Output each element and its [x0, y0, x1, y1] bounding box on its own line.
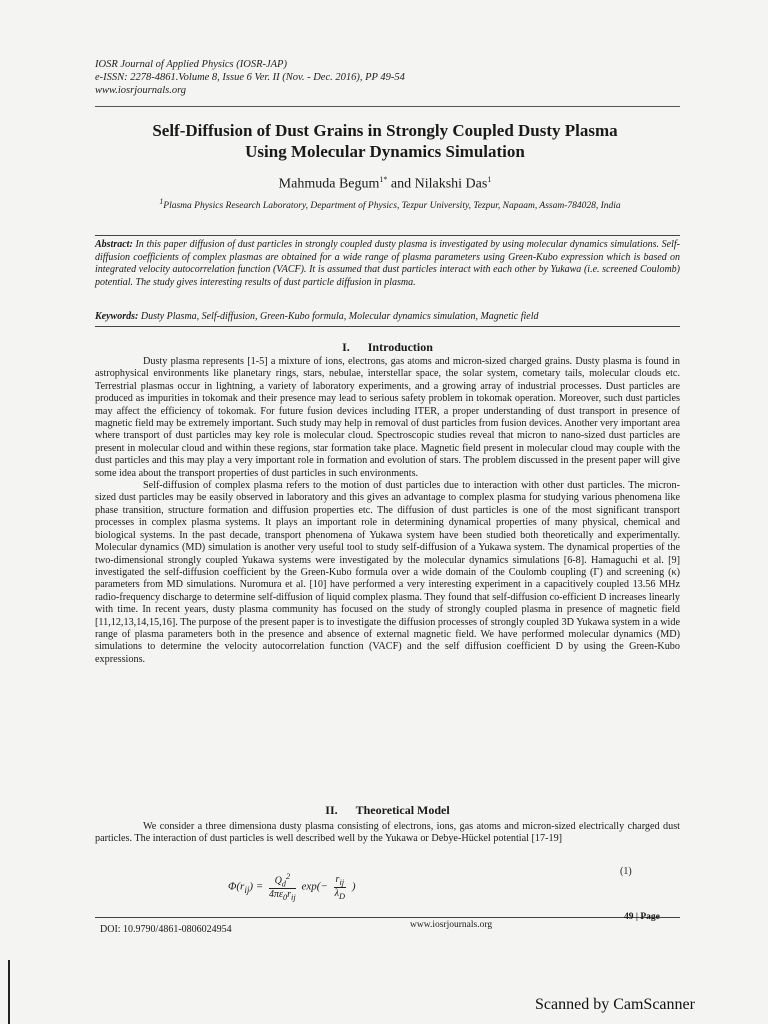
intro-paragraph-1: Dusty plasma represents [1-5] a mixture of ions, electrons, gas atoms and micron-sized charged grains. Dusty plasma is found in astrophysical environments like planetary rings, stars, nebulae, interstellar space, the solar system, cometary tails, molecular clouds etc. Terrestrial plasmas occur in lightning, a variety of laboratory experiments, and a growing array of industrial processes. Dust particles are produced as impurities in tokomak and their presence may lead to serious safety problem in tokomak operation. Moreover, such dust particles may affect the efficiency of tokomak. For future fusion devices including ITER, a proper understanding of dust transport in presence of magnetic field may be extremely important. Such study may help in removal of dust particles from fusion devices. Another very important area where transport of dust particles may key role is molecular cloud. Spectroscopic studies reveal that micron to nano-sized dust particles are present in molecular cloud and within these regions, star formation take place. Magnetic field present in molecular cloud may couple with the dust particles and this may play a very important role in formation and evolution of stars. The problem discussed in the present paper will give some idea about the transport properties of dust particles in such environments.	[95, 356, 680, 479]
abstract-text: In this paper diffusion of dust particles in strongly coupled dusty plasma is investigated by using molecular dynamics simulations. Self-diffusion coefficients of complex plasmas are obtained for a wide range of plasma parameters using Green-Kubo expression which is based on integrated velocity autocorrelation function (VACF). It is assumed that dust particles interact with each other by Yukawa (i.e. screened Coulomb) potential. The study gives interesting results of dust particle diffusion in plasma.	[95, 239, 680, 288]
author-joiner: and	[387, 176, 415, 192]
equation-number: (1)	[620, 866, 632, 877]
introduction-body	[95, 356, 680, 666]
footer-page-number: 49 | Page	[624, 912, 660, 922]
affiliation-sup: 1	[159, 197, 164, 206]
section-1-number: I.	[342, 340, 350, 354]
footer-rule	[95, 917, 680, 918]
eq-exp-fraction	[334, 874, 347, 901]
title-line-1: Self-Diffusion of Dust Grains in Strongly Coupled Dusty Plasma	[152, 121, 618, 140]
affiliation-text: Plasma Physics Research Laboratory, Department of Physics, Tezpur University, Tezpur, Napaam, Assam-784028, India	[163, 201, 621, 212]
author-list	[60, 175, 710, 193]
header-rule	[95, 106, 680, 107]
abstract-label: Abstract:	[95, 239, 133, 250]
abstract-top-rule	[95, 235, 680, 236]
title-line-2: Using Molecular Dynamics Simulation	[245, 142, 525, 161]
footer-doi[interactable]: DOI: 10.9790/4861-0806024954	[100, 924, 232, 935]
eq-exp-numerator: $r_{ij}$	[335, 873, 345, 887]
eq-lhs-end: ) =	[249, 880, 264, 893]
journal-website[interactable]: www.iosrjournals.org	[95, 85, 187, 96]
author-1: Mahmuda Begum	[278, 176, 380, 192]
affiliation	[110, 196, 670, 212]
theory-paragraph-1: We consider a three dimensiona dusty plasma consisting of electrons, ions, gas atoms and micron-sized electrically charged dust particles. The interaction of dust particles is well described well by the Yukawa or Debye-Hückel potential [17-19]	[95, 821, 680, 845]
eq-denominator: $4\pi\varepsilon_0r_{ij}$	[269, 889, 296, 903]
author-2: Nilakshi Das	[414, 176, 488, 192]
footer-website[interactable]: www.iosrjournals.org	[410, 920, 493, 930]
intro-paragraph-2: Self-diffusion of complex plasma refers to the motion of dust particles due to interaction with other dust particles. The micron-sized dust particles may be easily observed in laboratory and this gives an advantage to complex plasma for studying various phenomena like phase transition, structure formation and diffusion properties etc. The diffusion of dust particles is one of the most significant transport processes in complex plasma systems. It plays an important role in determining dynamical properties of many physical, chemical and biological systems. In the past decade, transport phenomena of Yukawa system have been studied both theoretically and experimentally. Molecular dynamics (MD) simulation is another very useful tool to study self-diffusion of a Yukawa system. The dynamical properties of the two-dimensional strongly coupled Yukawa systems were investigated by the molecular dynamics simulations [6-8]. Hamaguchi et al. [9] investigated the self-diffusion coefficient by the Green-Kubo formula over a wide domain of the Coulomb coupling (Γ) and screening (κ) parameters from MD simulations. Nuromura et al. [10] have performed a very interesting experiment in a capacitively coupled 13.56 MHz radio-frequency discharge to determine self-diffusion of liquid complex plasma. They found that self-diffusion co-efficient D increases linearly with time. In recent years, dusty plasma community has focused on the study of strongly coupled plasma in presence of magnetic field [11,12,13,14,15,16]. The purpose of the present paper is to investigate the diffusion processes of strongly coupled 3D Yukawa system in a wide range of plasma parameters both in the presence and absence of external magnetic field. We have performed molecular dynamics (MD) simulations to determine the velocity autocorrelation function (VACF) and the self diffusion coefficient D by using the Green-Kubo expressions.	[95, 480, 680, 665]
keywords-text: Dusty Plasma, Self-diffusion, Green-Kubo formula, Molecular dynamics simulation, Magnetic field	[138, 311, 539, 322]
journal-name: IOSR Journal of Applied Physics (IOSR-JAP)	[95, 59, 287, 70]
eq-lhs-sub: ij	[244, 884, 250, 895]
abstract	[95, 239, 680, 289]
section-2-number: II.	[325, 803, 338, 817]
journal-issn: e-ISSN: 2278-4861.Volume 8, Issue 6 Ver. II (Nov. - Dec. 2016), PP 49-54	[95, 72, 405, 83]
scan-edge-mark	[8, 960, 10, 1024]
eq-exp-denominator: $\lambda_D$	[334, 887, 345, 901]
paper-title	[60, 120, 710, 162]
eq-exp-close: )	[351, 880, 356, 893]
section-1-title: Introduction	[367, 340, 433, 354]
yukawa-potential-equation	[228, 872, 356, 902]
eq-exp: exp(−	[301, 880, 328, 893]
section-heading-introduction	[95, 340, 680, 355]
eq-fraction	[269, 872, 296, 902]
section-2-title: Theoretical Model	[355, 803, 450, 817]
keywords-label: Keywords:	[95, 311, 139, 322]
scanner-watermark: Scanned by CamScanner	[535, 996, 695, 1013]
eq-numerator: $Q_d^2$	[269, 872, 296, 889]
abstract-bottom-rule	[95, 326, 680, 327]
eq-lhs: Φ(r	[228, 880, 245, 893]
journal-header	[95, 58, 405, 97]
author-1-sup: 1*	[379, 175, 388, 184]
author-2-sup: 1	[487, 175, 492, 184]
section-heading-theoretical-model	[95, 803, 680, 818]
keywords	[95, 311, 680, 322]
theory-body	[95, 821, 680, 846]
